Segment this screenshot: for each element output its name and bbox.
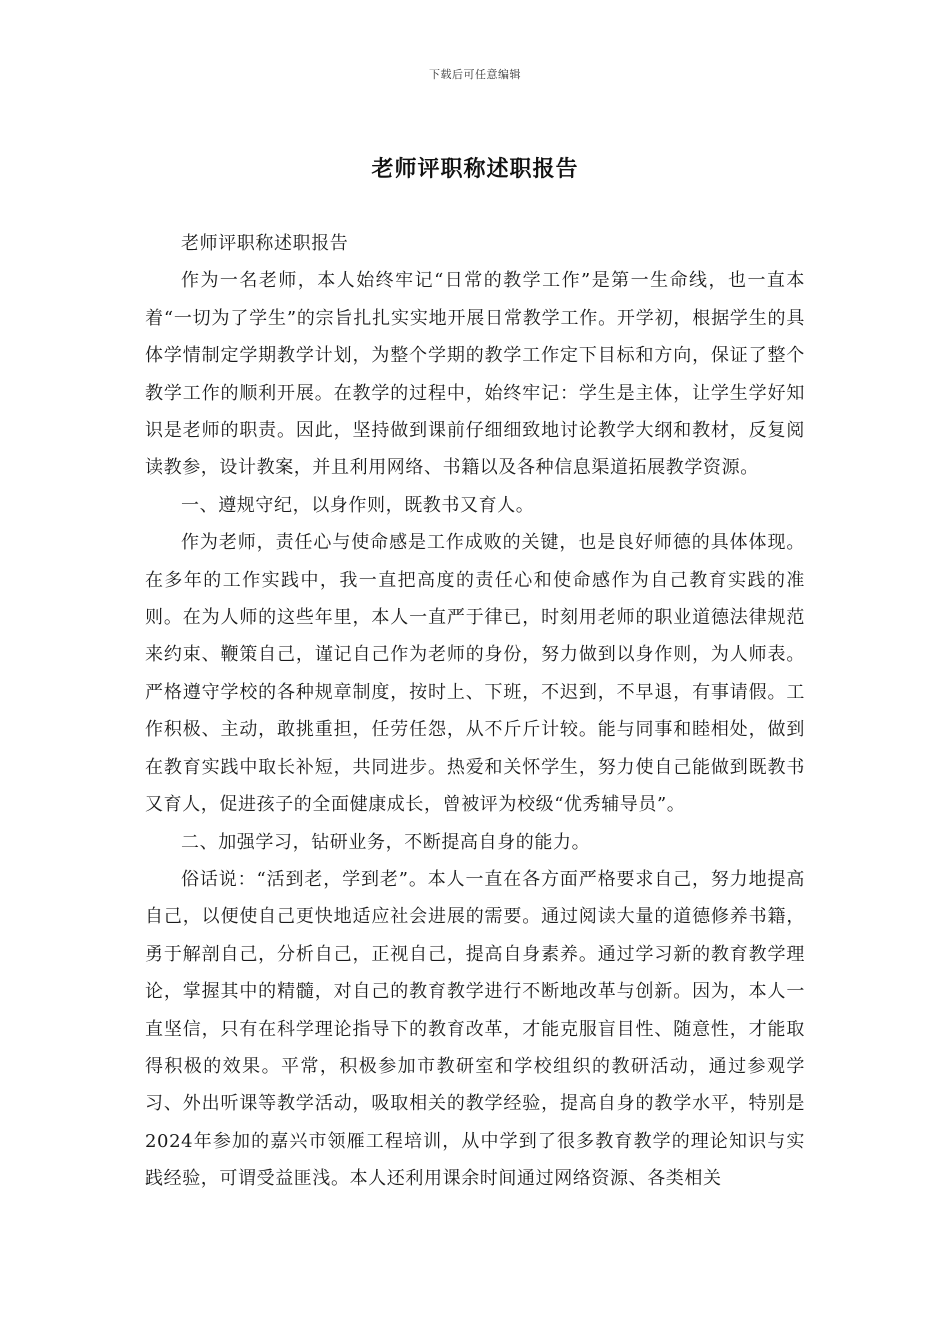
paragraph-section-1: 作为老师，责任心与使命感是工作成败的关键，也是良好师德的具体体现。在多年的工作实践中，我一直把高度的责任心和使命感作为自己教育实践的准则。在为人师的这些年里，本人一直严于律已，时刻用老师的职业道德法律规范来约束、鞭策自己，谨记自己作为老师的身份，努力做到以身作则，为人师表。严格遵守学校的各种规章制度，按时上、下班，不迟到，不早退，有事请假。工作积极、主动，敢挑重担，任劳任怨，从不斤斤计较。能与同事和睦相处，做到在教育实践中取长补短，共同进步。热爱和关怀学生，努力使自己能做到既教书又育人，促进孩子的全面健康成长，曾被评为校级“优秀辅导员”。 — [145, 532, 805, 816]
header-note: 下载后可任意编辑 — [429, 68, 521, 81]
paragraph-subtitle: 老师评职称述职报告 — [181, 233, 349, 254]
document-body — [145, 225, 805, 1198]
paragraph-section-2: 俗话说：“活到老，学到老”。本人一直在各方面严格要求自己，努力地提高自己，以便使自己更快地适应社会进展的需要。通过阅读大量的道德修养书籍，勇于解剖自己，分析自己，正视自己，提高自身素养。通过学习新的教育教学理论，掌握其中的精髓，对自己的教育教学进行不断地改革与创新。因为，本人一直坚信，只有在科学理论指导下的教育改革，才能克服盲目性、随意性，才能取得积极的效果。平常，积极参加市教研室和学校组织的教研活动，通过参观学习、外出听课等教学活动，吸取相关的教学经验，提高自身的教学水平，特别是2024年参加的嘉兴市领雁工程培训，从中学到了很多教育教学的理论知识与实践经验，可谓受益匪浅。本人还利用课余时间通过网络资源、各类相关 — [145, 868, 805, 1190]
section-heading-2: 二、加强学习，钻研业务，不断提高自身的能力。 — [181, 831, 591, 853]
section-heading-1: 一、遵规守纪，以身作则，既教书又育人。 — [181, 494, 535, 516]
document-title: 老师评职称述职报告 — [371, 156, 579, 182]
paragraph-intro: 作为一名老师，本人始终牢记“日常的教学工作”是第一生命线，也一直本着“一切为了学生”的宗旨扎扎实实地开展日常教学工作。开学初，根据学生的具体学情制定学期教学计划，为整个学期的教学工作定下目标和方向，保证了整个教学工作的顺利开展。在教学的过程中，始终牢记：学生是主体，让学生学好知识是老师的职责。因此，坚持做到课前仔细细致地讨论教学大纲和教材，反复阅读教参，设计教案，并且利用网络、书籍以及各种信息渠道拓展教学资源。 — [145, 270, 805, 479]
